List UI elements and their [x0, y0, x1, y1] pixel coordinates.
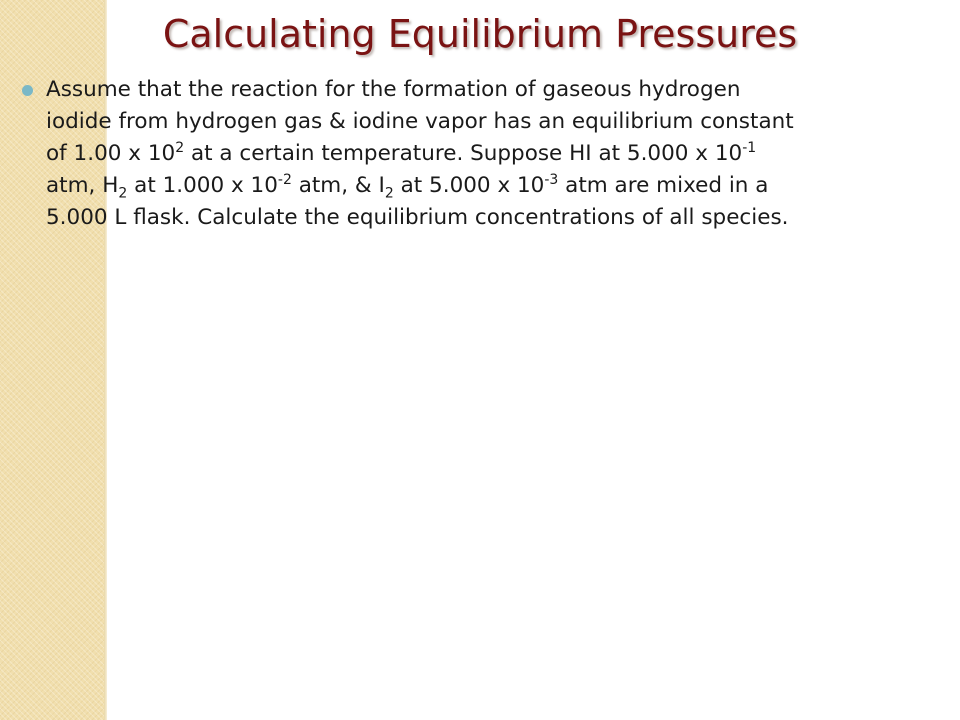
text-segment: at 5.000 x 10: [393, 173, 545, 198]
text-segment: at a certain temperature. Suppose HI at 5.000 x 10: [184, 141, 743, 166]
text-segment: at 1.000 x 10: [127, 173, 278, 198]
problem-line-5: 5.000 L flask. Calculate the equilibrium concentrations of all species.: [46, 205, 789, 230]
problem-line-3: [46, 138, 942, 170]
problem-line-1: Assume that the reaction for the formation of gaseous hydrogen: [46, 77, 741, 102]
problem-line-4: [46, 170, 942, 202]
bullet-item: [22, 74, 942, 234]
bullet-dot-icon: [22, 85, 33, 96]
exponent: -2: [277, 171, 292, 188]
text-segment: atm are mixed in a: [558, 173, 769, 198]
exponent: -1: [742, 139, 757, 156]
bullet-list: [22, 74, 942, 234]
exponent: -3: [544, 171, 559, 188]
exponent: 2: [175, 139, 185, 156]
problem-line-2: iodide from hydrogen gas & iodine vapor has an equilibrium constant: [46, 109, 794, 134]
subscript: 2: [118, 185, 128, 202]
slide-title: Calculating Equilibrium Pressures: [162, 12, 798, 56]
text-segment: atm, H: [46, 173, 119, 198]
text-segment: of 1.00 x 10: [46, 141, 176, 166]
subscript: 2: [384, 185, 394, 202]
text-segment: atm, & I: [291, 173, 385, 198]
